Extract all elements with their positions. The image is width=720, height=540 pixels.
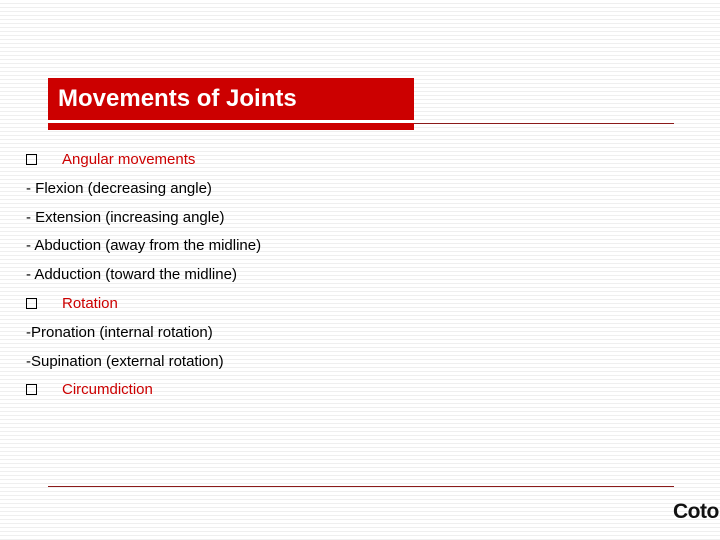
slide-title: Movements of Joints (48, 78, 414, 120)
list-item: - Abduction (away from the midline) (26, 237, 262, 255)
list-item: -Supination (external rotation) (26, 352, 224, 370)
section-heading-label: Rotation (62, 294, 118, 312)
list-item: - Adduction (toward the midline) (26, 266, 237, 284)
section-heading-label: Angular movements (62, 151, 196, 168)
brand-logo: Coto (673, 500, 719, 523)
list-item: - Flexion (decreasing angle) (26, 179, 212, 197)
section-heading-rotation (26, 290, 686, 319)
square-bullet-icon (26, 154, 37, 165)
slide-content-list (26, 146, 686, 405)
bottom-divider (48, 486, 674, 487)
top-divider (414, 123, 674, 124)
list-item: - Extension (increasing angle) (26, 208, 225, 226)
list-item: -Pronation (internal rotation) (26, 323, 213, 341)
square-bullet-icon (26, 384, 37, 395)
title-accent-bar (48, 123, 414, 130)
square-bullet-icon (26, 298, 37, 309)
section-heading-angular (26, 146, 686, 175)
section-heading-circumduction (26, 376, 686, 405)
section-heading-label: Circumdiction (62, 381, 153, 399)
